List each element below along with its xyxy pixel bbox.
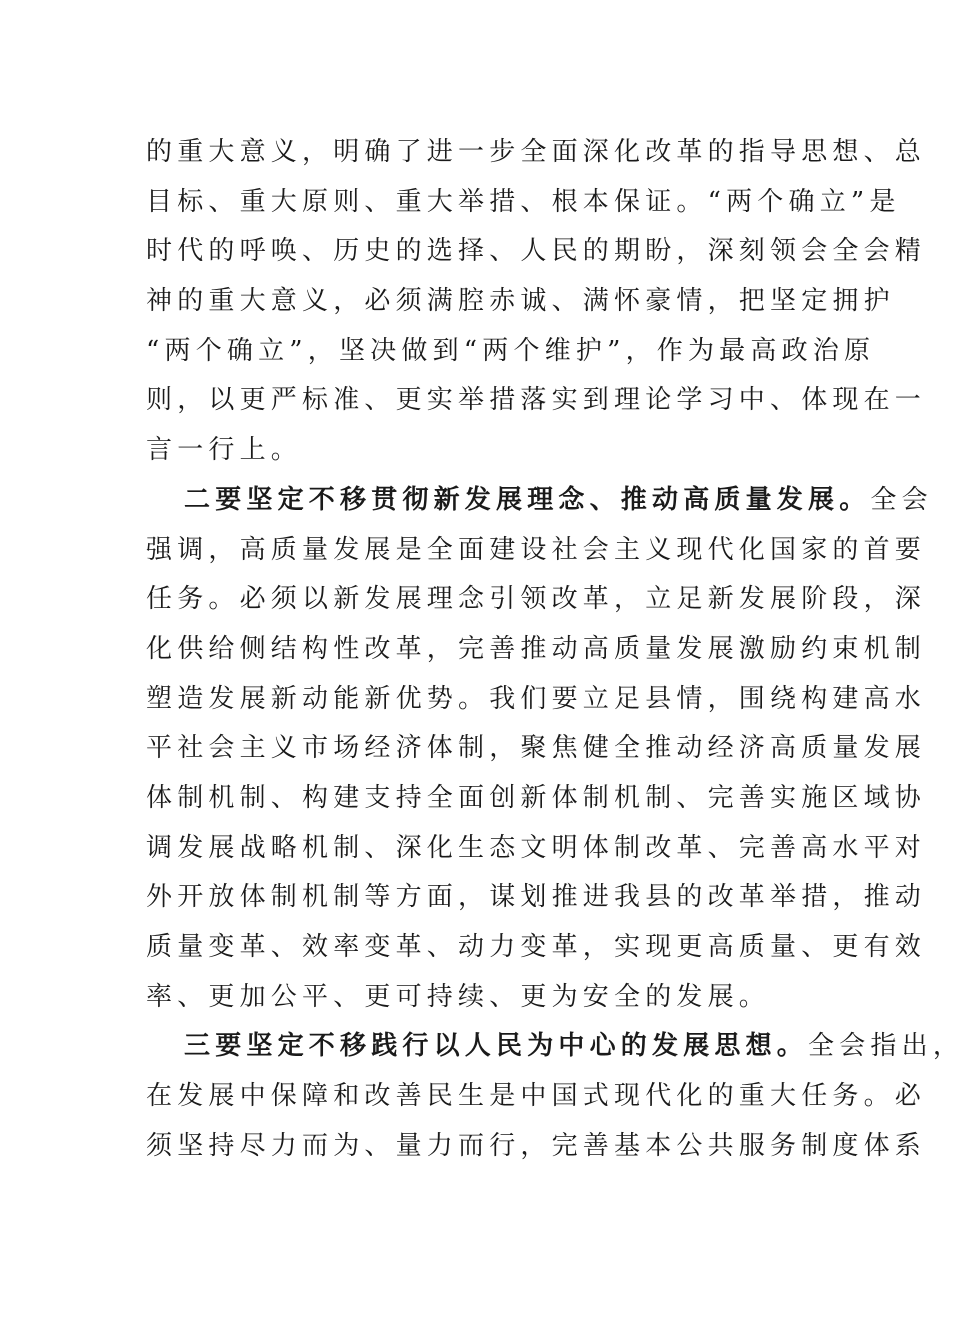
paragraph-2-line: 外开放体制机制等方面，谋划推进我县的改革举措，推动: [146, 882, 927, 913]
paragraph-2-line: 调发展战略机制、深化生态文明体制改革、完善高水平对: [146, 832, 927, 863]
paragraph-1-line: 的重大意义，明确了进一步全面深化改革的指导思想、总: [146, 137, 927, 167]
paragraph-3-line: 须坚持尽力而为、量力而行，完善基本公共服务制度体系: [146, 1130, 927, 1161]
paragraph-1-line: “两个确立”，坚决做到“两个维护”，作为最高政治原: [146, 335, 876, 366]
paragraph-2-line: 体制机制、构建支持全面创新体制机制、完善实施区域协: [146, 782, 927, 813]
paragraph-1-line: 神的重大意义，必须满腔赤诚、满怀豪情，把坚定拥护: [146, 286, 895, 317]
paragraph-2-line: 化供给侧结构性改革，完善推动高质量发展激励约束机制: [146, 633, 927, 664]
paragraph-2-first-line: [146, 476, 933, 526]
paragraph-2-line: 平社会主义市场经济体制，聚焦健全推动经济高质量发展: [146, 733, 927, 764]
paragraph-2-line: 质量变革、效率变革、动力变革，实现更高质量、更有效: [146, 932, 927, 962]
paragraph-2-line: 塑造发展新动能新优势。我们要立足县情，围绕构建高水: [146, 683, 927, 714]
paragraph-2-line: 任务。必须以新发展理念引领改革，立足新发展阶段，深: [146, 584, 927, 615]
paragraph-1-line: 目标、重大原则、重大举措、根本保证。“两个确立”是: [146, 186, 901, 217]
paragraph-3-first-line: [146, 1022, 964, 1072]
paragraph-2-first-rest: 全会: [870, 484, 933, 515]
body-text: [146, 128, 964, 1171]
paragraph-3-first-rest: 全会指出，: [808, 1031, 964, 1062]
paragraph-3-lead: 三要坚定不移践行以人民为中心的发展思想。: [184, 1031, 809, 1062]
paragraph-1-line: 时代的呼唤、历史的选择、人民的期盼，深刻领会全会精: [146, 236, 927, 267]
paragraph-2-lead: 二要坚定不移贯彻新发展理念、推动高质量发展。: [184, 484, 871, 515]
paragraph-2-line: 强调，高质量发展是全面建设社会主义现代化国家的首要: [146, 534, 927, 565]
paragraph-1-line: 言一行上。: [146, 435, 303, 466]
paragraph-3-line: 在发展中保障和改善民生是中国式现代化的重大任务。必: [146, 1081, 927, 1112]
paragraph-2-line: 率、更加公平、更可持续、更为安全的发展。: [146, 981, 771, 1012]
paragraph-1-line: 则，以更严标准、更实举措落实到理论学习中、体现在一: [146, 385, 927, 416]
